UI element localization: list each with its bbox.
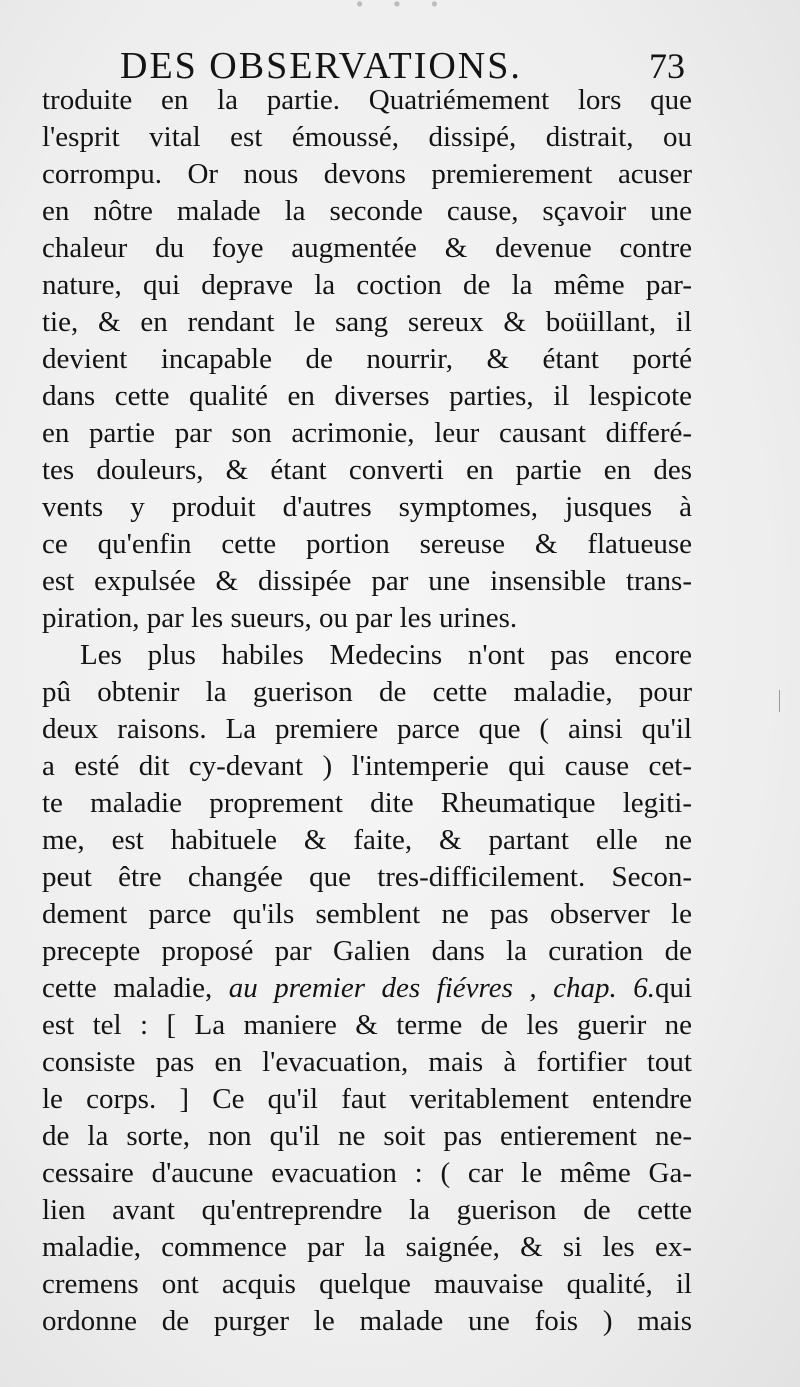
text-line-with-citation [42,970,692,1007]
text-line: me, est habituele & faite, & partant elle ne [42,824,692,856]
text-line: ordonne de purger le malade une fois ) mais [42,1305,692,1337]
text-line: deux raisons. La premiere parce que ( ainsi qu'il [42,713,692,745]
text-line: en nôtre malade la seconde cause, sçavoir une [42,195,692,227]
text-line: peut être changée que tres-difficilement. Secon- [42,861,692,893]
page-number: 73 [649,46,685,86]
text-line: est expulsée & dissipée par une insensible trans- [42,565,692,597]
text-line: cremens ont acquis quelque mauvaise qualité, il [42,1268,692,1300]
text-line: te maladie proprement dite Rheumatique legiti- [42,787,692,819]
text-line: devient incapable de nourrir, & étant porté [42,343,692,375]
text-line: est tel : [ La maniere & terme de les guerir ne [42,1009,692,1041]
text-line: ce qu'enfin cette portion sereuse & flatueuse [42,528,692,560]
text-line: a esté dit cy-devant ) l'intemperie qui cause cet- [42,750,692,782]
text-line: vents y produit d'autres symptomes, jusques à [42,491,692,523]
text-segment: cette maladie, [42,972,213,1004]
text-line: de la sorte, non qu'il ne soit pas entierement ne- [42,1120,692,1152]
text-line: Les plus habiles Medecins n'ont pas encore [80,639,692,671]
text-line: precepte proposé par Galien dans la curation de [42,935,692,967]
text-line: pû obtenir la guerison de cette maladie, pour [42,676,692,708]
text-line: tie, & en rendant le sang sereux & boüillant, il [42,306,692,338]
running-head: DES OBSERVATIONS. [120,45,522,87]
text-line: l'esprit vital est émoussé, dissipé, distrait, ou [42,121,692,153]
text-line: consiste pas en l'evacuation, mais à fortifier tout [42,1046,692,1078]
bleed-through-text: · · · [353,0,447,28]
text-line: troduite en la partie. Quatriémement lors que [42,84,692,116]
text-line: tes douleurs, & étant converti en partie en des [42,454,692,486]
text-line: en partie par son acrimonie, leur causant differé- [42,417,692,449]
text-line: piration, par les sueurs, ou par les urines. [42,602,518,634]
citation-italic: au premier des fiévres , chap. 6. [228,972,655,1004]
text-line: cessaire d'aucune evacuation : ( car le même Ga- [42,1157,692,1189]
text-line: nature, qui deprave la coction de la même par- [42,269,692,301]
text-line: lien avant qu'entreprendre la guerison de cette [42,1194,692,1226]
text-line: chaleur du foye augmentée & devenue contre [42,232,692,264]
text-line: maladie, commence par la saignée, & si les ex- [42,1231,692,1263]
text-line: dans cette qualité en diverses parties, il lespicote [42,380,692,412]
text-line: corrompu. Or nous devons premierement acuser [42,158,692,190]
text-line: le corps. ] Ce qu'il faut veritablement entendre [42,1083,692,1115]
body-text [42,82,692,1340]
page-edge-mark [779,690,780,712]
text-segment: qui [654,972,693,1004]
text-line: dement parce qu'ils semblent ne pas observer le [42,898,692,930]
